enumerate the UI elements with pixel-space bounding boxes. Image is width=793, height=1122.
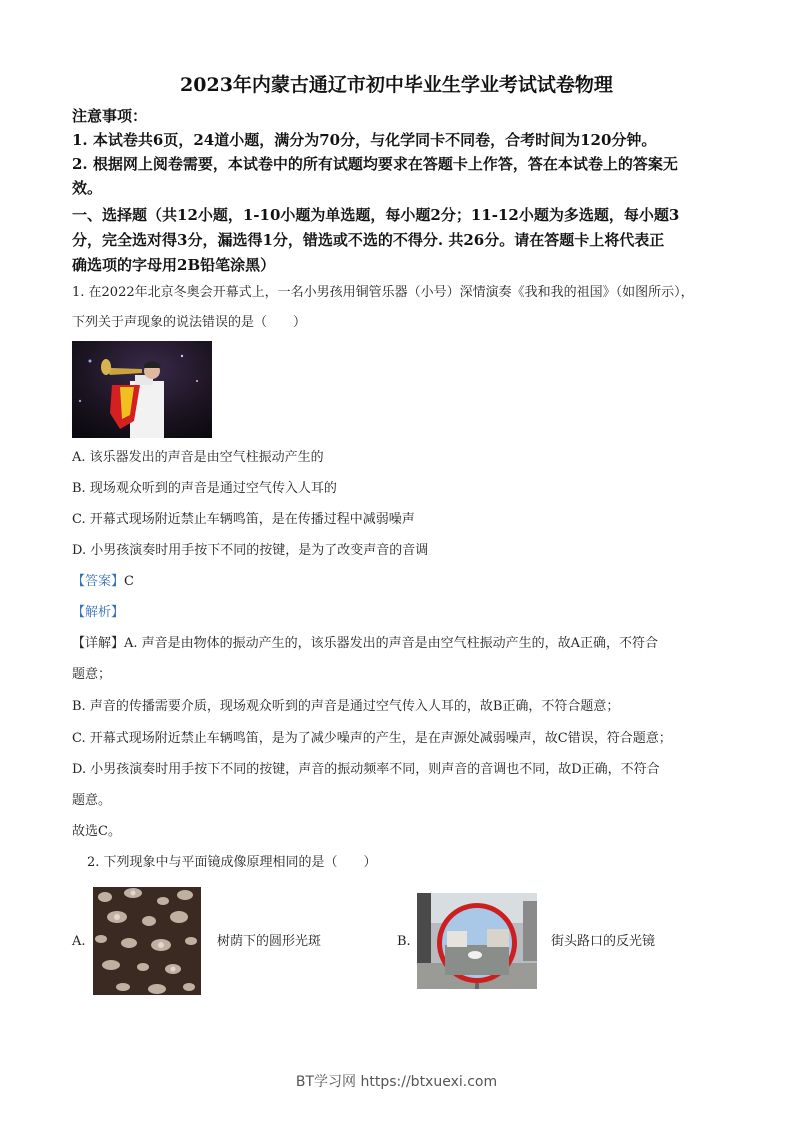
page-title: 2023年内蒙古通辽市初中毕业生学业考试试卷物理 bbox=[180, 74, 613, 96]
q1-detail-c: C. 开幕式现场附近禁止车辆鸣笛，是为了减少噪声的产生，是在声源处减弱噪声，故C错误，符合题意； bbox=[72, 731, 672, 746]
q2-option-a-letter: A. bbox=[72, 934, 86, 949]
q1-option-c: C. 开幕式现场附近禁止车辆鸣笛，是在传播过程中减弱噪声 bbox=[72, 512, 415, 527]
footer-watermark: BT学习网 https://btxuexi.com bbox=[295, 1074, 498, 1090]
q1-detail-line-1 bbox=[72, 634, 658, 654]
q1-detail-line-2: 题意； bbox=[72, 667, 112, 682]
q1-option-b: B. 现场观众听到的声音是通过空气传入人耳的 bbox=[72, 481, 337, 496]
q1-conclusion: 故选C。 bbox=[72, 824, 121, 839]
notice-item-1: 1. 本试卷共6页，24道小题，满分为70分，与化学同卡不同卷，合考时间为120分钟。 bbox=[72, 131, 657, 149]
answer-label: 【答案】 bbox=[72, 574, 125, 589]
street-convex-mirror-photo bbox=[417, 893, 537, 989]
q1-detail-d-line-2: 题意。 bbox=[72, 793, 112, 808]
q1-detail-d-line-1: D. 小男孩演奏时用手按下不同的按键，声音的振动频率不同，则声音的音调也不同，故D正确，不符合 bbox=[72, 762, 660, 777]
q2-option-b-letter: B. bbox=[397, 934, 411, 949]
tree-shade-light-spots-photo bbox=[93, 887, 201, 995]
q1-answer bbox=[72, 572, 134, 592]
q1-option-d: D. 小男孩演奏时用手按下不同的按键，是为了改变声音的音调 bbox=[72, 543, 429, 558]
q1-analysis-label: 【解析】 bbox=[72, 605, 125, 620]
q1-detail-b: B. 声音的传播需要介质，现场观众听到的声音是通过空气传入人耳的，故B正确，不符合题意； bbox=[72, 699, 620, 714]
q2-option-a-text: 树荫下的圆形光斑 bbox=[217, 934, 322, 949]
trumpet-boy-photo bbox=[72, 341, 212, 438]
notice-item-2-line-2: 效。 bbox=[72, 179, 103, 197]
q2-option-b-text: 街头路口的反光镜 bbox=[551, 934, 656, 949]
q1-stem-line-1: 1. 在2022年北京冬奥会开幕式上，一名小男孩用铜管乐器（小号）深情演奏《我和我的祖国》（如图所示）， bbox=[72, 285, 694, 300]
notice-heading: 注意事项： bbox=[72, 107, 148, 125]
q2-stem: 2. 下列现象中与平面镜成像原理相同的是（ ） bbox=[87, 855, 377, 870]
q1-option-a: A. 该乐器发出的声音是由空气柱振动产生的 bbox=[72, 450, 324, 465]
section-heading-line-3: 确选项的字母用2B铅笔涂黑） bbox=[72, 256, 276, 274]
detail-a-text: A. 声音是由物体的振动产生的，该乐器发出的声音是由空气柱振动产生的，故A正确，不符合 bbox=[124, 636, 659, 651]
notice-item-2-line-1: 2. 根据网上阅卷需要，本试卷中的所有试题均要求在答题卡上作答，答在本试卷上的答案无 bbox=[72, 155, 678, 173]
q1-stem-line-2: 下列关于声现象的说法错误的是（ ） bbox=[72, 315, 307, 330]
answer-value: C bbox=[124, 574, 134, 589]
detail-label: 【详解】 bbox=[72, 636, 125, 651]
section-heading-line-2: 分，完全选对得3分，漏选得1分，错选或不选的不得分. 共26分。请在答题卡上将代表正 bbox=[72, 231, 665, 249]
section-heading-line-1: 一、选择题（共12小题，1-10小题为单选题，每小题2分；11-12小题为多选题，每小题3 bbox=[72, 206, 680, 224]
